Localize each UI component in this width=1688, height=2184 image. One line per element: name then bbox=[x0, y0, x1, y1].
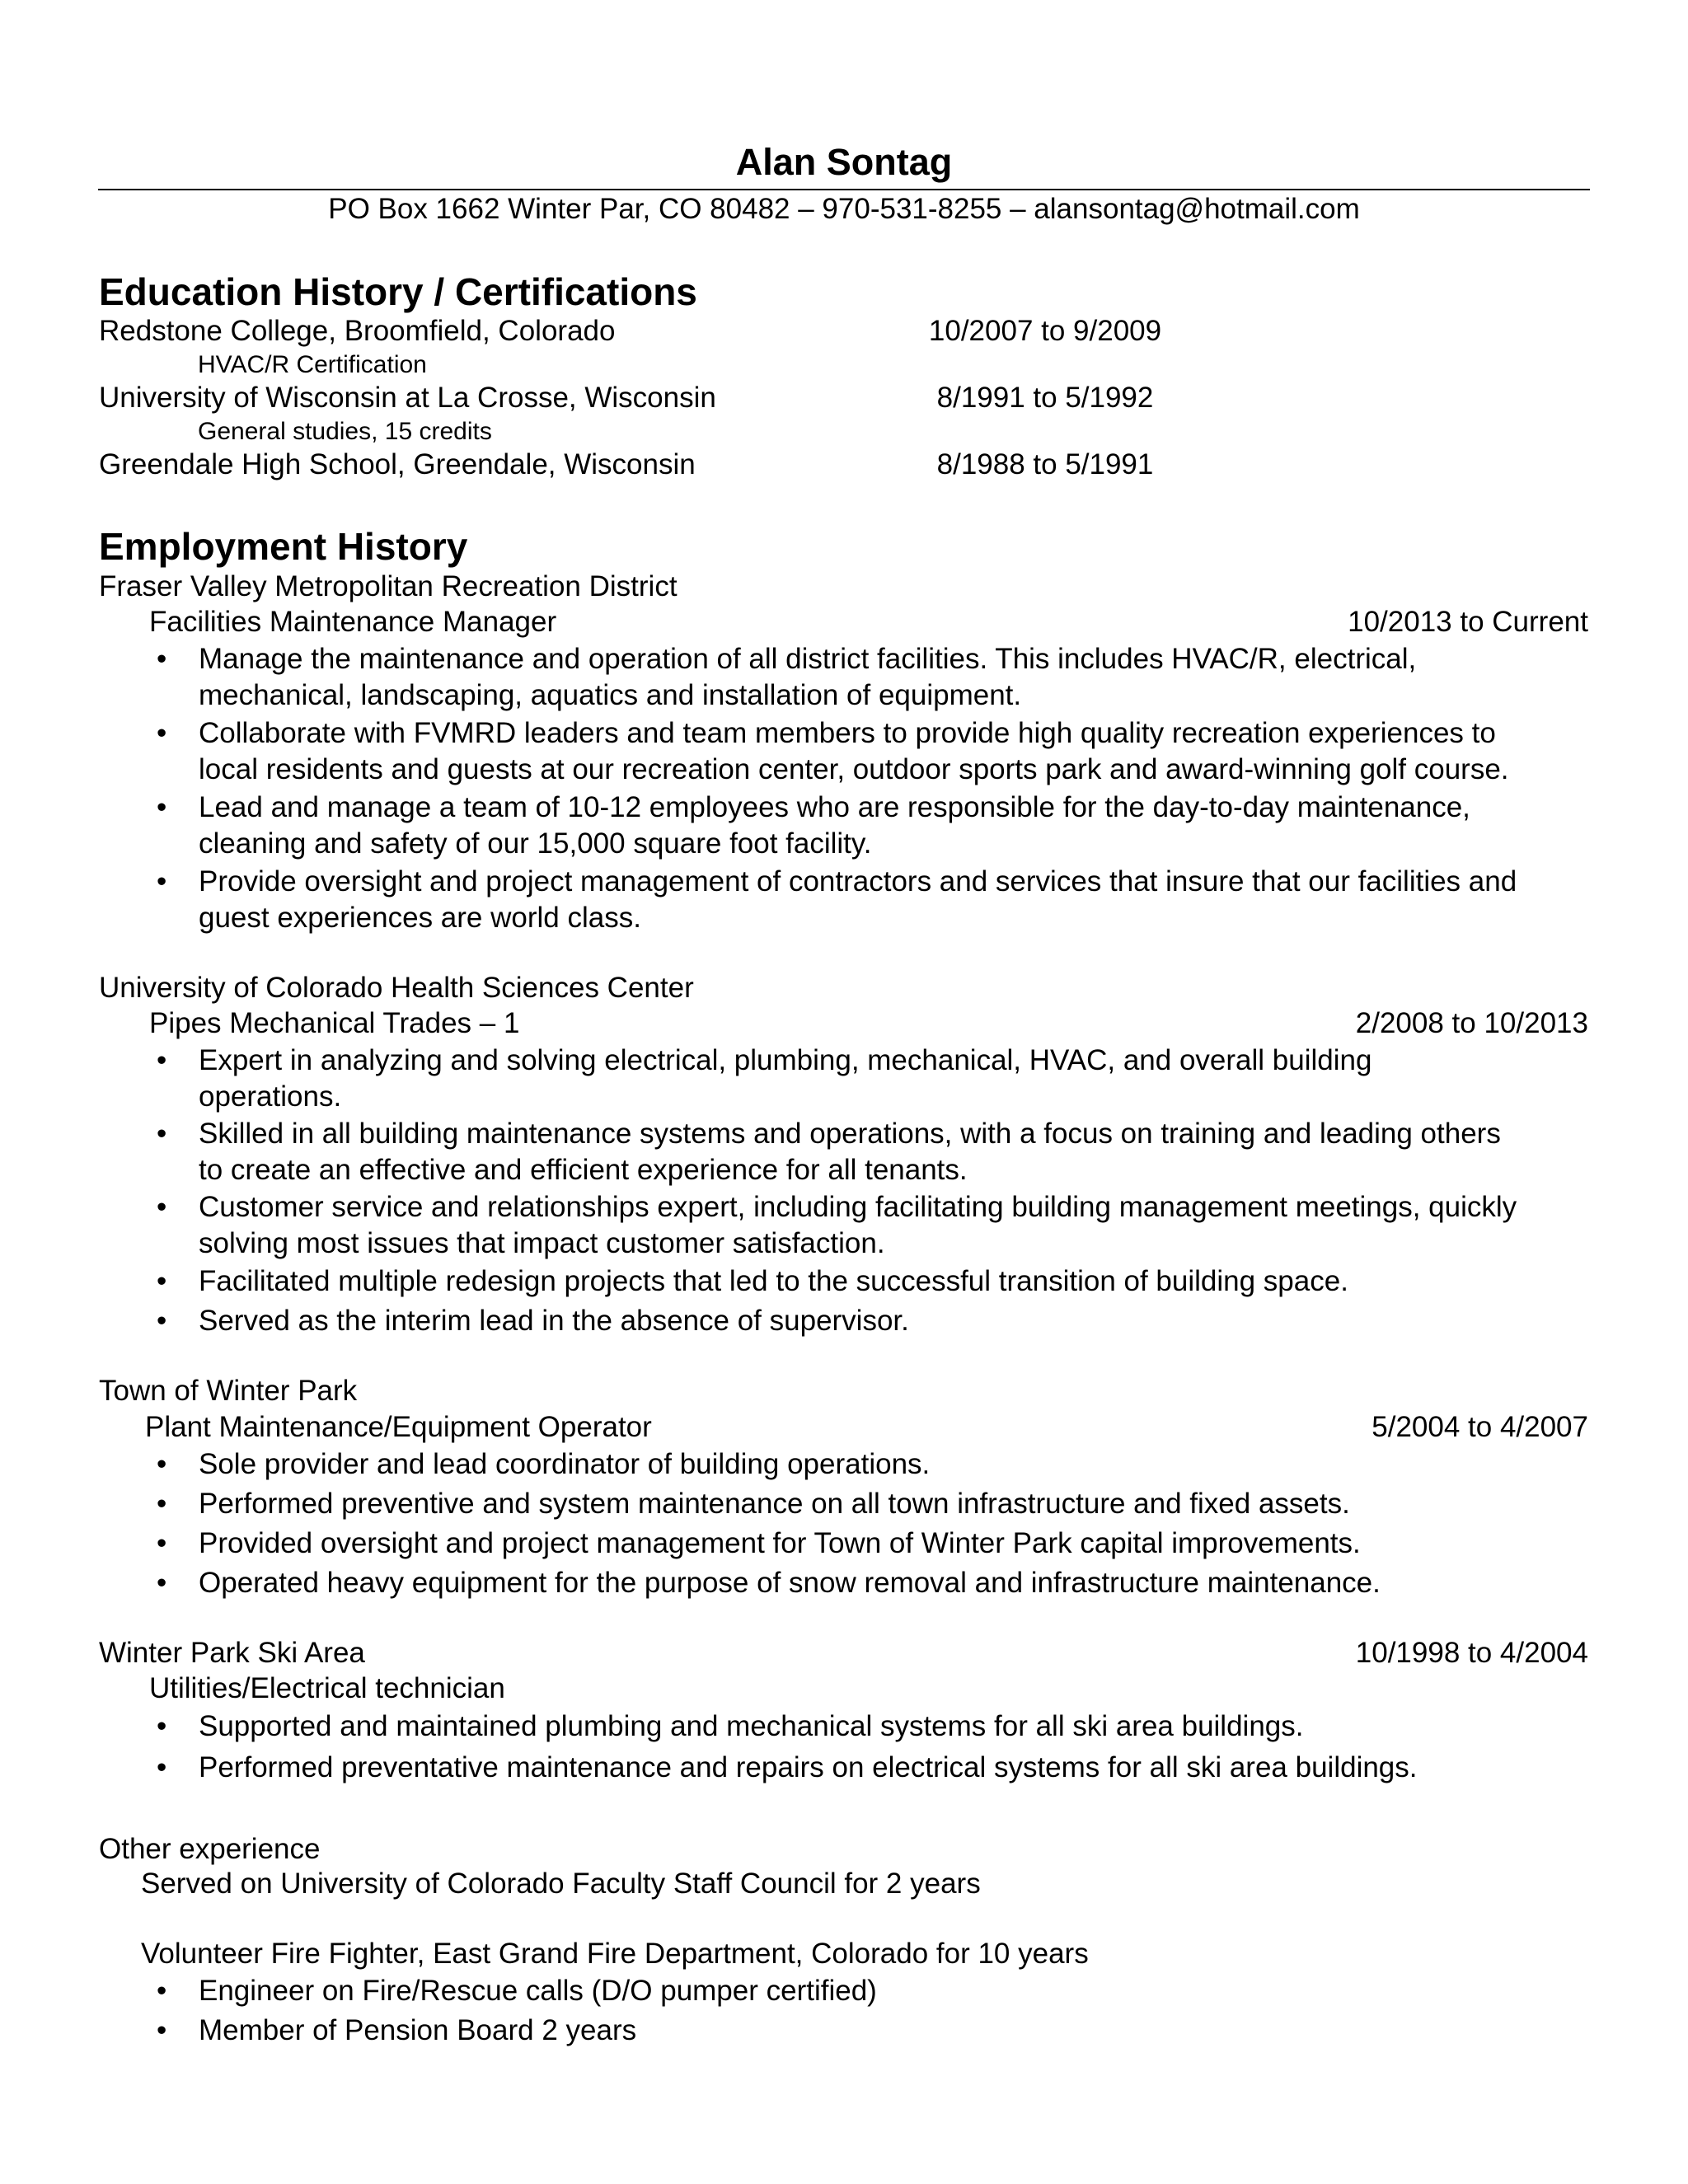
job-bullet-line: cleaning and safety of our 15,000 square foot facility. bbox=[199, 827, 872, 860]
education-dates: 10/2007 to 9/2009 bbox=[928, 315, 1162, 347]
bullet-dot: • bbox=[157, 1305, 167, 1337]
job-bullet-line: Provide oversight and project management of contractors and services that insure that our facilities and bbox=[199, 865, 1517, 898]
job-bullet-line: guest experiences are world class. bbox=[199, 902, 641, 934]
bullet-dot: • bbox=[157, 791, 167, 823]
employer-name: Fraser Valley Metropolitan Recreation District bbox=[99, 570, 678, 602]
job-bullet-line: Manage the maintenance and operation of all district facilities. This includes HVAC/R, electrical, bbox=[199, 643, 1417, 675]
bullet-dot: • bbox=[157, 1527, 167, 1559]
job-bullet-line: Served as the interim lead in the absence of supervisor. bbox=[199, 1305, 909, 1337]
job-bullet-line: Supported and maintained plumbing and mechanical systems for all ski area buildings. bbox=[199, 1710, 1304, 1742]
job-title: Pipes Mechanical Trades – 1 bbox=[149, 1007, 520, 1039]
job-dates: 2/2008 to 10/2013 bbox=[1355, 1007, 1588, 1039]
job-bullet-line: local residents and guests at our recreation center, outdoor sports park and award-winning golf course. bbox=[199, 753, 1509, 785]
bullet-dot: • bbox=[157, 1191, 167, 1223]
job-bullet-line: Operated heavy equipment for the purpose of snow removal and infrastructure maintenance. bbox=[199, 1567, 1381, 1599]
name-underline bbox=[98, 189, 1590, 190]
bullet-dot: • bbox=[157, 1710, 167, 1742]
bullet-dot: • bbox=[157, 1118, 167, 1150]
bullet-dot: • bbox=[157, 1448, 167, 1480]
bullet-dot: • bbox=[157, 1488, 167, 1520]
contact-line: PO Box 1662 Winter Par, CO 80482 – 970-531-8255 – alansontag@hotmail.com bbox=[328, 193, 1360, 225]
education-dates: 8/1991 to 5/1992 bbox=[936, 382, 1154, 414]
bullet-dot: • bbox=[157, 865, 167, 898]
education-school: University of Wisconsin at La Crosse, Wisconsin bbox=[99, 382, 716, 414]
applicant-name: Alan Sontag bbox=[735, 141, 953, 183]
bullet-dot: • bbox=[157, 1044, 167, 1076]
other-bullet: Engineer on Fire/Rescue calls (D/O pumper certified) bbox=[199, 1975, 877, 2007]
job-bullet-line: solving most issues that impact customer satisfaction. bbox=[199, 1227, 885, 1259]
job-dates: 5/2004 to 4/2007 bbox=[1372, 1411, 1588, 1443]
employer-name: University of Colorado Health Sciences Center bbox=[99, 972, 694, 1004]
education-detail: HVAC/R Certification bbox=[198, 351, 427, 378]
job-bullet-line: Expert in analyzing and solving electrical, plumbing, mechanical, HVAC, and overall building bbox=[199, 1044, 1372, 1076]
education-school: Greendale High School, Greendale, Wisconsin bbox=[99, 448, 696, 480]
job-bullet-line: Skilled in all building maintenance systems and operations, with a focus on training and leading others bbox=[199, 1118, 1501, 1150]
bullet-dot: • bbox=[157, 1751, 167, 1783]
other-item: Volunteer Fire Fighter, East Grand Fire Department, Colorado for 10 years bbox=[141, 1938, 1089, 1970]
bullet-dot: • bbox=[157, 1975, 167, 2007]
job-bullet-line: operations. bbox=[199, 1080, 342, 1113]
job-bullet-line: mechanical, landscaping, aquatics and installation of equipment. bbox=[199, 679, 1022, 711]
job-bullet-line: Customer service and relationships expert, including facilitating building management meetings, quickly bbox=[199, 1191, 1517, 1223]
job-bullet-line: Facilitated multiple redesign projects that led to the successful transition of building space. bbox=[199, 1265, 1348, 1297]
other-heading: Other experience bbox=[99, 1833, 321, 1865]
job-bullet-line: Sole provider and lead coordinator of building operations. bbox=[199, 1448, 931, 1480]
job-bullet-line: Collaborate with FVMRD leaders and team members to provide high quality recreation experiences to bbox=[199, 717, 1496, 749]
education-school: Redstone College, Broomfield, Colorado bbox=[99, 315, 616, 347]
employer-name: Winter Park Ski Area bbox=[99, 1637, 365, 1669]
employer-name: Town of Winter Park bbox=[99, 1375, 358, 1407]
bullet-dot: • bbox=[157, 717, 167, 749]
job-bullet-line: Provided oversight and project management for Town of Winter Park capital improvements. bbox=[199, 1527, 1361, 1559]
other-bullet: Member of Pension Board 2 years bbox=[199, 2014, 637, 2046]
bullet-dot: • bbox=[157, 2014, 167, 2046]
bullet-dot: • bbox=[157, 1567, 167, 1599]
education-dates: 8/1988 to 5/1991 bbox=[936, 448, 1154, 480]
job-bullet-line: Performed preventative maintenance and repairs on electrical systems for all ski area buildings. bbox=[199, 1751, 1418, 1783]
employment-heading: Employment History bbox=[99, 525, 468, 568]
other-item: Served on University of Colorado Faculty Staff Council for 2 years bbox=[141, 1868, 981, 1900]
bullet-dot: • bbox=[157, 643, 167, 675]
job-bullet-line: Lead and manage a team of 10-12 employees who are responsible for the day-to-day maintenance, bbox=[199, 791, 1470, 823]
job-dates: 10/1998 to 4/2004 bbox=[1355, 1637, 1588, 1669]
job-title: Facilities Maintenance Manager bbox=[149, 606, 557, 638]
education-detail: General studies, 15 credits bbox=[198, 418, 492, 445]
bullet-dot: • bbox=[157, 1265, 167, 1297]
job-title: Plant Maintenance/Equipment Operator bbox=[145, 1411, 652, 1443]
job-bullet-line: Performed preventive and system maintenance on all town infrastructure and fixed assets. bbox=[199, 1488, 1350, 1520]
job-dates: 10/2013 to Current bbox=[1348, 606, 1588, 638]
job-title: Utilities/Electrical technician bbox=[149, 1672, 505, 1704]
job-bullet-line: to create an effective and efficient experience for all tenants. bbox=[199, 1154, 968, 1186]
education-heading: Education History / Certifications bbox=[99, 270, 697, 313]
